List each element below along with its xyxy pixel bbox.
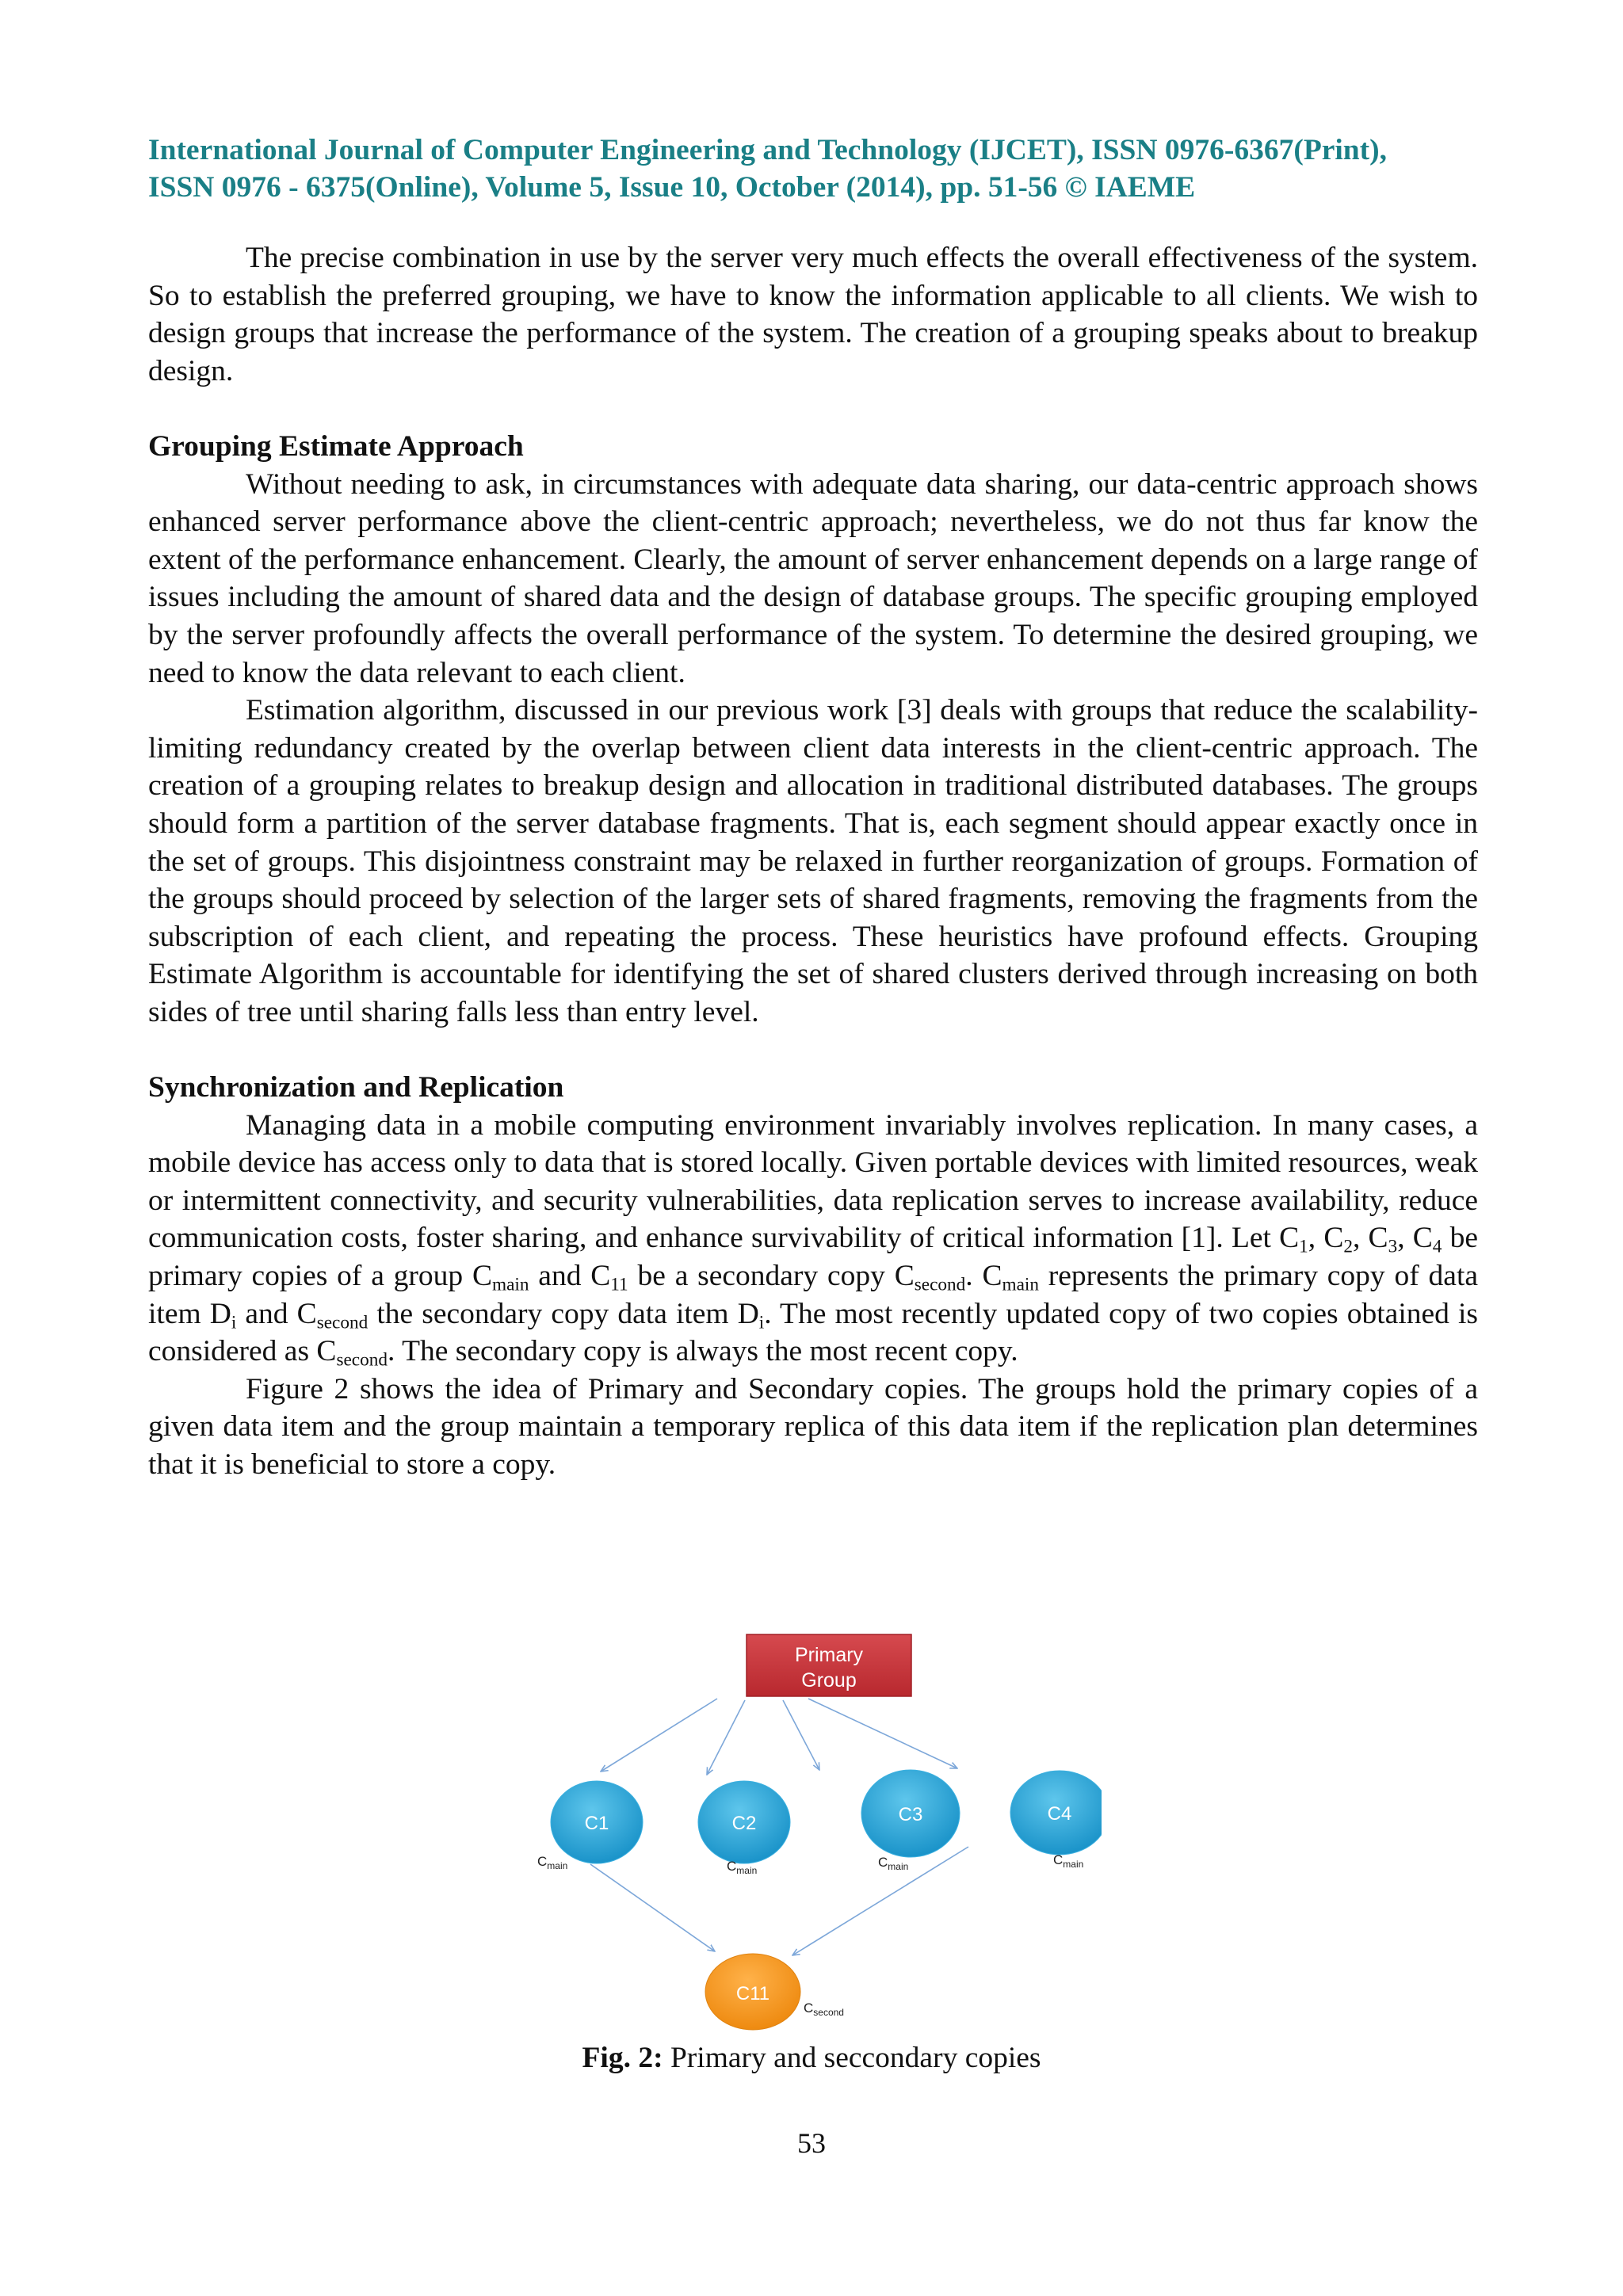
node-c3-label: C3: [898, 1804, 923, 1825]
c1-main-label: $C_{main}$: [537, 1854, 568, 1871]
node-c1-label: C1: [584, 1813, 609, 1834]
node-c2-label: C2: [731, 1813, 757, 1834]
body-text: [148, 239, 1478, 1484]
synchronization-paragraph-2: Figure 2 shows the idea of Primary and Secondary copies. The groups hold the primary copies of a given data item and the group maintain a temporary replica of this data item if the replication plan determines that it is beneficial to store a copy.: [148, 1372, 1478, 1481]
section-heading-grouping: Grouping Estimate Approach: [148, 429, 524, 463]
caption-text: Primary and seccondary copies: [663, 2042, 1041, 2074]
intro-paragraph: The precise combination in use by the server very much effects the overall effectiveness of the system. So to establish the preferred grouping, we have to know the information applicable to all clients. We wish to design groups that increase the performance of the system. The creation of a grouping speaks about to breakup design.: [148, 242, 1478, 387]
node-c11-label: C11: [735, 1983, 770, 2004]
primary-group-box: [747, 1634, 911, 1696]
c11-second-label: $C_{second}$: [804, 2000, 844, 2018]
diagram-svg: [531, 1630, 1102, 2035]
synchronization-paragraph-1: Managing data in a mobile computing environment invariably involves replication. In many cases, a mobile device has access only to data that is stored locally. Given portable devices with limited resources, weak or intermittent connectivity, and security vulnerabilities, data replication serves to increase availability, reduce communication costs, foster sharing, and enhance survivability of critical information [1]. Let $C_1$, $C_2$, $C_3$, $C_4$ be primary copies of a group $C_{main}$ and $C_{11}$ be a secondary copy $C_{second}$. $C_{main}$ represents the primary copy of data item $D_i$ and $C_{second}$ the secondary copy data item $D_i$. The most recently updated copy of two copies obtained is considered as $C_{second}$. The secondary copy is always the most recent copy.: [148, 1108, 1479, 1371]
figure-caption: [0, 2039, 1623, 2077]
node-c11: [705, 1954, 800, 2030]
journal-header: [148, 132, 1480, 206]
c3-main-label: $C_{main}$: [878, 1855, 909, 1872]
caption-label: Fig. 2:: [582, 2042, 663, 2074]
node-c2: [698, 1781, 790, 1863]
node-c4: [1010, 1771, 1102, 1855]
c2-main-label: $C_{main}$: [727, 1859, 758, 1876]
arrow-primary-to-c1: [601, 1699, 717, 1772]
primary-group-label-2: Group: [801, 1669, 857, 1691]
arrow-primary-to-c3: [783, 1700, 819, 1770]
arrow-primary-to-c4: [808, 1699, 957, 1768]
grouping-paragraph-1: Without needing to ask, in circumstances with adequate data sharing, our data-centric approach shows enhanced server performance above the client-centric approach; nevertheless, we do not thus far know the extent of the performance enhancement. Clearly, the amount of server enhancement depends on a large range of issues including the amount of shared data and the design of database groups. The specific grouping employed by the server profoundly affects the overall performance of the system. To determine the desired grouping, we need to know the data relevant to each client.: [148, 467, 1478, 689]
node-c4-label: C4: [1047, 1803, 1072, 1825]
node-c1: [551, 1781, 643, 1863]
node-c3: [861, 1770, 960, 1857]
c4-main-label: $C_{main}$: [1053, 1852, 1084, 1870]
page-number: 53: [797, 2127, 826, 2159]
figure-2-diagram: [531, 1630, 1102, 2035]
arrow-c1-to-c11: [590, 1864, 715, 1951]
section-heading-synchronization: Synchronization and Replication: [148, 1071, 564, 1104]
grouping-paragraph-2: Estimation algorithm, discussed in our previous work [3] deals with groups that reduce the scalability-limiting redundancy created by the overlap between client data interests in the client-centric approach. The creation of a grouping relates to breakup design and allocation in traditional distributed databases. The groups should form a partition of the server database fragments. That is, each segment should appear exactly once in the set of groups. This disjointness constraint may be relaxed in further reorganization of groups. Formation of the groups should proceed by selection of the larger sets of shared fragments, removing the fragments from the subscription of each client, and repeating the process. These heuristics have profound effects. Grouping Estimate Algorithm is accountable for identifying the set of shared clusters derived through increasing on both sides of tree until sharing falls less than entry level.: [148, 694, 1478, 1028]
header-line-2: ISSN 0976 - 6375(Online), Volume 5, Issue 10, October (2014), pp. 51-56 © IAEME: [148, 171, 1196, 204]
arrow-primary-to-c2: [707, 1700, 745, 1775]
primary-group-label-1: Primary: [794, 1644, 864, 1666]
header-line-1: International Journal of Computer Engineering and Technology (IJCET), ISSN 0976-6367(Print),: [148, 134, 1387, 166]
